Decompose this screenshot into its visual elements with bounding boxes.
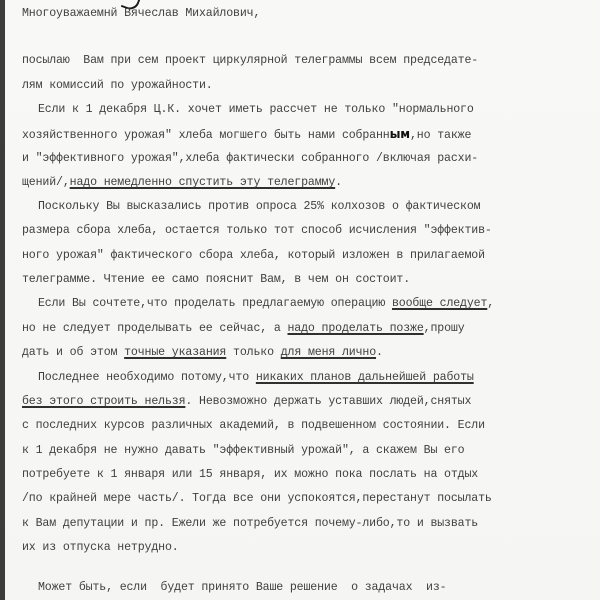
text-line xyxy=(22,54,478,67)
text-span: посылаю Вам при сем проект циркулярной телеграммы всем председате- xyxy=(22,54,479,67)
underlined-text: для меня лично xyxy=(280,346,377,359)
text-span: потребуете к 1 января или 15 января, их можно пока послать на отдых xyxy=(22,468,479,481)
underlined-text: никаких планов дальнейшей работы xyxy=(255,371,474,384)
text-span: щений/, xyxy=(22,176,70,189)
text-span: . Невозможно держать уставших людей,снятых xyxy=(185,395,472,408)
text-line xyxy=(22,79,213,92)
salutation xyxy=(22,7,260,20)
text-span: к Вам депутации и пр. Ежели же потребуется почему-либо,то и вызвать xyxy=(22,517,479,530)
text-span: дать и об этом xyxy=(22,346,125,359)
text-span: Если к 1 декабря Ц.К. хочет иметь рассчет не только "нормального xyxy=(38,103,474,116)
text-line xyxy=(22,224,492,237)
text-line xyxy=(22,322,465,335)
text-span: , xyxy=(487,297,495,310)
text-line xyxy=(22,468,478,481)
text-line xyxy=(22,176,342,189)
text-line xyxy=(38,200,480,213)
text-line xyxy=(38,103,474,116)
text-span: и "эффективного урожая",хлеба фактически собранного /включая расхи- xyxy=(22,152,479,165)
underlined-text: надо проделать позже xyxy=(287,322,424,335)
text-span: но не следует проделывать ее сейчас, а xyxy=(22,322,288,335)
underlined-text: надо немедленно спустить эту телеграмму xyxy=(69,176,336,189)
text-line xyxy=(38,297,494,310)
letter-page xyxy=(5,0,600,600)
text-line xyxy=(22,249,485,262)
text-span: Может быть, если будет принято Ваше решение о задачах из- xyxy=(38,581,447,594)
text-span: ,но также xyxy=(409,129,472,142)
text-span: телеграмме. Чтение ее само пояснит Вам, в чем он состоит. xyxy=(22,273,411,286)
text-span: размера сбора хлеба, остается только тот способ исчисления "эффектив- xyxy=(22,224,492,237)
text-line xyxy=(22,419,485,432)
text-line xyxy=(22,395,471,408)
text-span: /по крайней мере часть/. Тогда все они успокоятся,перестанут посылать xyxy=(22,492,492,505)
underlined-text: вообще следует xyxy=(391,297,488,310)
text-span: с последних курсов различных академий, в подвешенном состоянии. Если xyxy=(22,419,485,432)
text-span: только xyxy=(226,346,281,359)
text-line xyxy=(22,346,383,359)
text-line xyxy=(22,541,179,554)
text-line xyxy=(22,492,492,505)
text-line xyxy=(22,127,471,142)
underlined-text: без этого строить нельзя xyxy=(22,395,186,408)
text-line xyxy=(22,444,464,457)
text-line xyxy=(38,581,446,594)
text-span: Поскольку Вы высказались против опроса 25% колхозов о фактическом xyxy=(38,200,481,213)
text-line xyxy=(22,273,410,286)
text-span: Если Вы сочтете,что проделать предлагаемую операцию xyxy=(38,297,392,310)
text-span: лям комиссий по урожайности. xyxy=(22,79,213,92)
underlined-text: точные указания xyxy=(124,346,227,359)
text-span: . xyxy=(335,176,342,189)
text-line xyxy=(22,152,478,165)
text-span: ного урожая" фактического сбора хлеба, который изложен в прилагаемой xyxy=(22,249,485,262)
text-span: к 1 декабря не нужно давать "эффективный урожай", а скажем Вы его xyxy=(22,444,465,457)
text-span: их из отпуска нетрудно. xyxy=(22,541,179,554)
text-line xyxy=(22,517,478,530)
text-span: Многоуважаемнй Вячеслав Михайлович, xyxy=(22,7,261,20)
text-span: ,прошу xyxy=(423,322,465,335)
text-span: хозяйственного урожая" хлеба могшего быть нами собранн xyxy=(22,129,390,142)
text-span: . xyxy=(376,346,383,359)
handwritten-correction: ым xyxy=(389,127,410,141)
text-line xyxy=(38,371,474,384)
text-span: Последнее необходимо потому,что xyxy=(38,371,256,384)
